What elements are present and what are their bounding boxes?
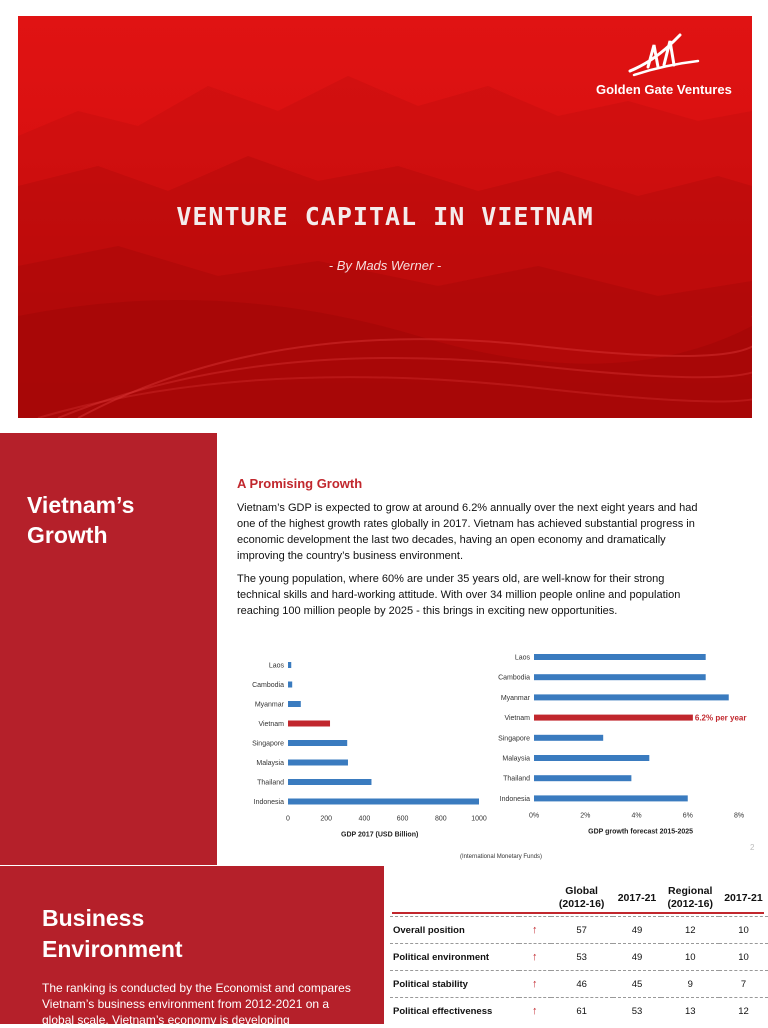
chart-tick-label: 2%	[580, 812, 591, 820]
chart-bar	[288, 721, 330, 727]
ranking-table	[390, 880, 768, 1024]
chart-tick-label: 6%	[682, 812, 693, 820]
cell: 13	[661, 998, 718, 1025]
chart-category-label: Indonesia	[499, 795, 530, 803]
table-row	[390, 944, 768, 971]
chart-bar	[288, 662, 291, 668]
chart-category-label: Indonesia	[253, 799, 284, 806]
up-arrow-icon: ↑	[519, 917, 551, 944]
cell: 12	[719, 998, 768, 1025]
chart-tick-label: 0%	[528, 812, 540, 820]
chart-category-label: Singapore	[498, 735, 530, 743]
chart-category-label: Myanmar	[254, 701, 284, 709]
header-regional-2017-21: 2017-21	[724, 891, 763, 904]
logo-text: Golden Gate Ventures	[596, 82, 732, 97]
chart-category-label: Vietnam	[504, 715, 530, 723]
growth-subheading: A Promising Growth	[237, 476, 363, 491]
chart-tick-label: 1000	[471, 815, 487, 823]
up-arrow-icon: ↑	[519, 971, 551, 998]
chart-category-label: Thailand	[257, 779, 284, 787]
gdp-growth-forecast-chart	[478, 645, 768, 845]
chart-tick-label: 0	[286, 815, 290, 823]
chart-tick-label: 200	[320, 815, 333, 823]
chart-category-label: Myanmar	[500, 694, 530, 702]
chart-category-label: Thailand	[503, 775, 530, 783]
chart-bar	[534, 735, 603, 741]
chart-bar	[534, 715, 693, 721]
cell: 57	[551, 917, 613, 944]
growth-heading: Vietnam’s Growth	[27, 492, 135, 548]
chart-bar	[534, 755, 649, 761]
cell: 12	[661, 917, 718, 944]
chart-tick-label: 600	[396, 815, 409, 823]
growth-paragraph-2: The young population, where 60% are under 35 years old, are well-know for their strong technical skills and hard-working attitude. With over 34 million people online and population reaching 100 million people by 2025 - this brings in exciting new opportunities.	[237, 573, 681, 617]
row-label: Overall position	[390, 917, 519, 944]
chart-bar	[534, 795, 688, 801]
chart-bar	[288, 682, 292, 688]
table-row	[390, 917, 768, 944]
growth-paragraph-1: Vietnam’s GDP is expected to grow at around 6.2% annually over the next eight years and had one of the highest growth rates globally in 2017. Vietnam has achieved substantial progress in economic development the last two decades, having an open economy and dramatically improving the country’s business environment.	[237, 502, 698, 562]
page-number: 2	[750, 843, 755, 852]
chart-category-label: Laos	[268, 662, 284, 670]
cell: 49	[613, 944, 662, 971]
chart-bar	[534, 654, 706, 660]
chart-source-note: (International Monetary Funds)	[460, 854, 543, 860]
chart-annotation: 6.2% per year	[694, 713, 747, 723]
up-arrow-icon: ↑	[519, 998, 551, 1025]
cover-title: VENTURE CAPITAL IN VIETNAM	[176, 202, 594, 231]
cover-author: - By Mads Werner -	[328, 258, 442, 273]
chart-bar	[288, 799, 479, 805]
chart-category-label: Vietnam	[258, 721, 284, 728]
chart-bar	[288, 740, 347, 746]
row-label: Political effectiveness	[390, 998, 519, 1025]
chart-bar	[534, 694, 729, 700]
business-heading: Business Environment	[42, 905, 183, 962]
table-row	[390, 971, 768, 998]
cell: 61	[551, 998, 613, 1025]
cell: 53	[551, 944, 613, 971]
chart-tick-label: 4%	[631, 812, 642, 820]
business-paragraph: The ranking is conducted by the Economist and compares Vietnam’s business environment from 2012-2021 on a global scale. Vietnam’s economy is developing	[42, 981, 351, 1027]
chart-bar	[288, 760, 348, 766]
row-label: Political stability	[390, 971, 519, 998]
chart-bar	[288, 701, 301, 707]
chart-tick-label: 400	[358, 815, 371, 823]
cell: 10	[661, 944, 718, 971]
table-header-divider	[392, 912, 764, 914]
chart-bar	[534, 775, 631, 781]
header-global: Global (2012-16)	[558, 885, 605, 910]
cell: 9	[661, 971, 718, 998]
cell: 49	[613, 917, 662, 944]
chart-category-label: Cambodia	[252, 682, 284, 689]
chart-bar	[288, 779, 371, 785]
row-label: Political environment	[390, 944, 519, 971]
cell: 45	[613, 971, 662, 998]
cell: 46	[551, 971, 613, 998]
chart-tick-label: 8%	[733, 812, 745, 820]
chart-tick-label: 800	[434, 815, 447, 823]
gdp-2017-chart	[228, 650, 490, 846]
chart-title: GDP growth forecast 2015-2025	[588, 828, 694, 836]
cell: 10	[719, 944, 768, 971]
up-arrow-icon: ↑	[519, 944, 551, 971]
header-regional: Regional (2012-16)	[667, 885, 713, 910]
chart-bar	[534, 674, 706, 680]
chart-category-label: Malaysia	[256, 760, 284, 767]
header-global-2017-21: 2017-21	[617, 891, 657, 904]
cell: 53	[613, 998, 662, 1025]
chart-category-label: Laos	[514, 654, 530, 662]
cover-banner	[18, 16, 752, 418]
golden-gate-logo-icon	[624, 31, 704, 79]
cell: 10	[719, 917, 768, 944]
table-row	[390, 998, 768, 1025]
cell: 7	[719, 971, 768, 998]
chart-title: GDP 2017 (USD Billion)	[341, 831, 419, 839]
chart-category-label: Cambodia	[498, 674, 530, 682]
chart-category-label: Malaysia	[502, 755, 530, 763]
chart-category-label: Singapore	[252, 740, 284, 748]
